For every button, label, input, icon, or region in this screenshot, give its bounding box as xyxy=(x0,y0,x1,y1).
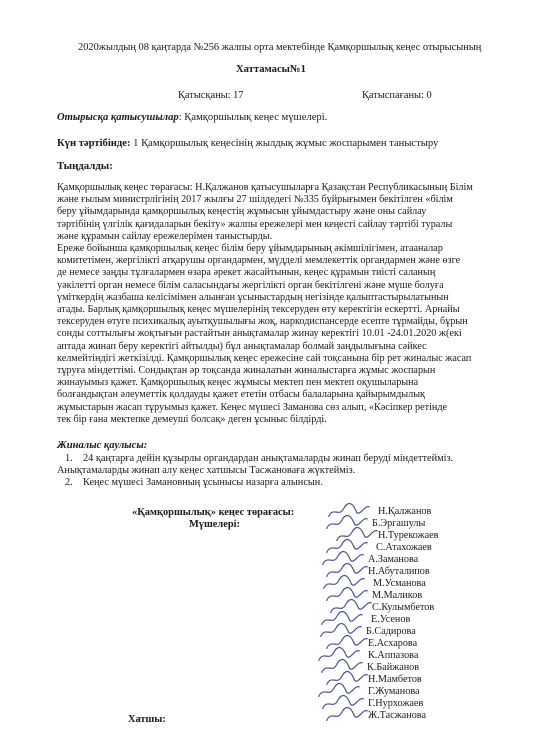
body-line: тексеруден өтуге психикалық ауытқушылығы жоқ, наркодиспансерде есепте тұрмайды, бұрын xyxy=(57,316,468,328)
decision-label: Жиналыс қаулысы: xyxy=(57,440,148,451)
body-line: аптада жинап беру керектігі айтылды) бұл анықтамалар болмай заңдылығына сәйкес xyxy=(57,340,427,352)
signatory-name: Ж.Тасжанова xyxy=(368,710,426,721)
decision-text: Кеңес мүшесі Замановның ұсынысы назарға алынсын. xyxy=(83,476,323,488)
participants-line xyxy=(57,112,327,123)
signatory-name: Н.Мамбетов xyxy=(368,674,422,685)
agenda-label: Күн тәртібінде: xyxy=(57,138,131,149)
body-line: Қамқоршылық кеңес төрағасы: Н.Қалжанов қатысушыларға Қазақстан Республикасының Білім xyxy=(57,182,473,193)
members-label: Мүшелері: xyxy=(189,519,240,530)
decision-item xyxy=(57,453,514,477)
signatory-name: Е.Усенов xyxy=(371,614,411,625)
body-line: беру ұйымдарында қамқоршылық кеңестің жұмысын ұйымдастыру және оны сайлау xyxy=(57,206,427,218)
decision-list xyxy=(57,453,514,488)
decision-text: Анықтамаларды жинап алу кеңес хатшысы Тасжановаға жүктейміз. xyxy=(57,464,356,476)
body-line: атады. Барлық қамқоршылық кеңес мүшелерінің тексеруден өту керектігін ескертті. Арнайы xyxy=(57,304,460,315)
body-line: болғандықтан әлеуметтік қолдауды қажет ететін отбасы балаларына қайырымдылық xyxy=(57,389,426,401)
decision-number: 1. xyxy=(65,453,73,464)
signatory-name: Б.Эргашулы xyxy=(372,518,426,529)
participants-value: : Қамқоршылық кеңес мүшелері. xyxy=(178,112,328,123)
signatory-name: Г.Нурхожаев xyxy=(368,698,424,709)
signatory-name: Н.Абуталипов xyxy=(368,566,430,577)
decision-item xyxy=(57,477,514,489)
signatory-name: А.Заманова xyxy=(368,554,419,565)
body-line: жұмыстарын жасап тұруымыз қажет. Кеңес мүшесі Заманова сөз алып, «Кәсіпкер ретінде xyxy=(57,401,448,413)
body-line: келмейтіндігі жеткізілді. Қамқоршылық кеңес ережесіне сай тоқсанына бір рет жиналыс жасап xyxy=(57,352,472,364)
heard-label: Тыңдалды: xyxy=(57,160,113,172)
present-count: Қатысқаны: 17 xyxy=(178,90,244,101)
decision-text: 24 қаңтарға дейін құзырлы органдардан анықтамаларды жинап беруді міндеттейміз. xyxy=(83,453,454,464)
agenda-line xyxy=(57,138,438,149)
document-heading: 2020жылдың 08 қаңтарда №256 жалпы орта мектебінде Қамқоршылық кеңес отырысының xyxy=(78,42,482,53)
body-line: жинауымыз қажет. Қамқоршылық кеңес жұмысы мектеп пен мектеп оқушыларына xyxy=(57,377,419,389)
signatory-name: Н.Турекожаев xyxy=(378,530,439,541)
signatory-name: М.Маликов xyxy=(372,590,423,601)
signatory-name: С.Кулымбетов xyxy=(372,602,435,613)
body-line: сонды соттылығы жоқтығын растайтын анықтамалар жинау керектігі 10.01 -24.01.2020 ж(екі xyxy=(57,328,462,340)
body-line: тұруға міндеттімі. Сондықтан әр тоқсанда жиналатын жиналыстарға жұмыс жоспарын xyxy=(57,365,436,376)
body-line: және құрамын сайлау ережелерімен таныстырды. xyxy=(57,230,273,242)
body-line: комитетімен, жергілікті атқарушы органдармен, мүдделі мемлекеттік органдармен және өзге xyxy=(57,255,461,267)
body-line: тек бір ғана мектепке демеуші болсақ» деген ұсыныс білдірді. xyxy=(57,413,327,425)
signatory-name: Б.Садирова xyxy=(366,626,416,637)
signatory-name: Е.Асхарова xyxy=(368,638,418,649)
body-line: уәкілетті орган немесе білім саласындағы жергілікті орган бекітілгені және мүше болуға xyxy=(57,279,444,291)
signatory-name: К.Байжанов xyxy=(367,662,420,673)
body-line: Ереже бойынша қамқоршылық кеңес білім беру ұйымдарының әкімшілігімен, атааналар xyxy=(57,243,443,254)
signatory-name: К.Аппазова xyxy=(368,650,419,661)
body-line: үміткердің жазбаша келісімімен алынған ұсыныстардың негізінде қалыптастырылатынын xyxy=(57,291,449,303)
decision-number: 2. xyxy=(65,476,73,488)
participants-label: Отырысқа қатысушылар xyxy=(57,112,179,123)
secretary-label: Хатшы: xyxy=(128,714,166,725)
signatory-name: Г.Жуманова xyxy=(368,686,420,697)
body-line: де немесе заңды тұлғалармен өзара әрекет жасайтынын, кеңес құрамын тиісті саланың xyxy=(57,267,436,279)
chairman-label: «Қамқоршылық» кеңес төрағасы: xyxy=(132,507,295,518)
agenda-value: 1 Қамқоршылық кеңесінің жылдық жұмыс жоспарымен таныстыру xyxy=(130,138,439,149)
body-line: және ғылым министрлігінің 2017 жылғы 27 шілдедегі №335 бұйрығымен бекітілген «білім xyxy=(57,194,453,206)
protocol-title: Хаттамасы№1 xyxy=(236,64,306,75)
signatory-name: Н.Қалжанов xyxy=(378,506,432,517)
body-line: тәртібінің үлгілік қағидаларын бекіту» жалпы ережелері мен кеңесті сайлау тәртібі туралы xyxy=(57,218,453,230)
signatory-name: С.Атахожаев xyxy=(376,542,432,553)
signatory-name: М.Усманова xyxy=(373,578,426,589)
absent-count: Қатыспағаны: 0 xyxy=(362,90,432,101)
